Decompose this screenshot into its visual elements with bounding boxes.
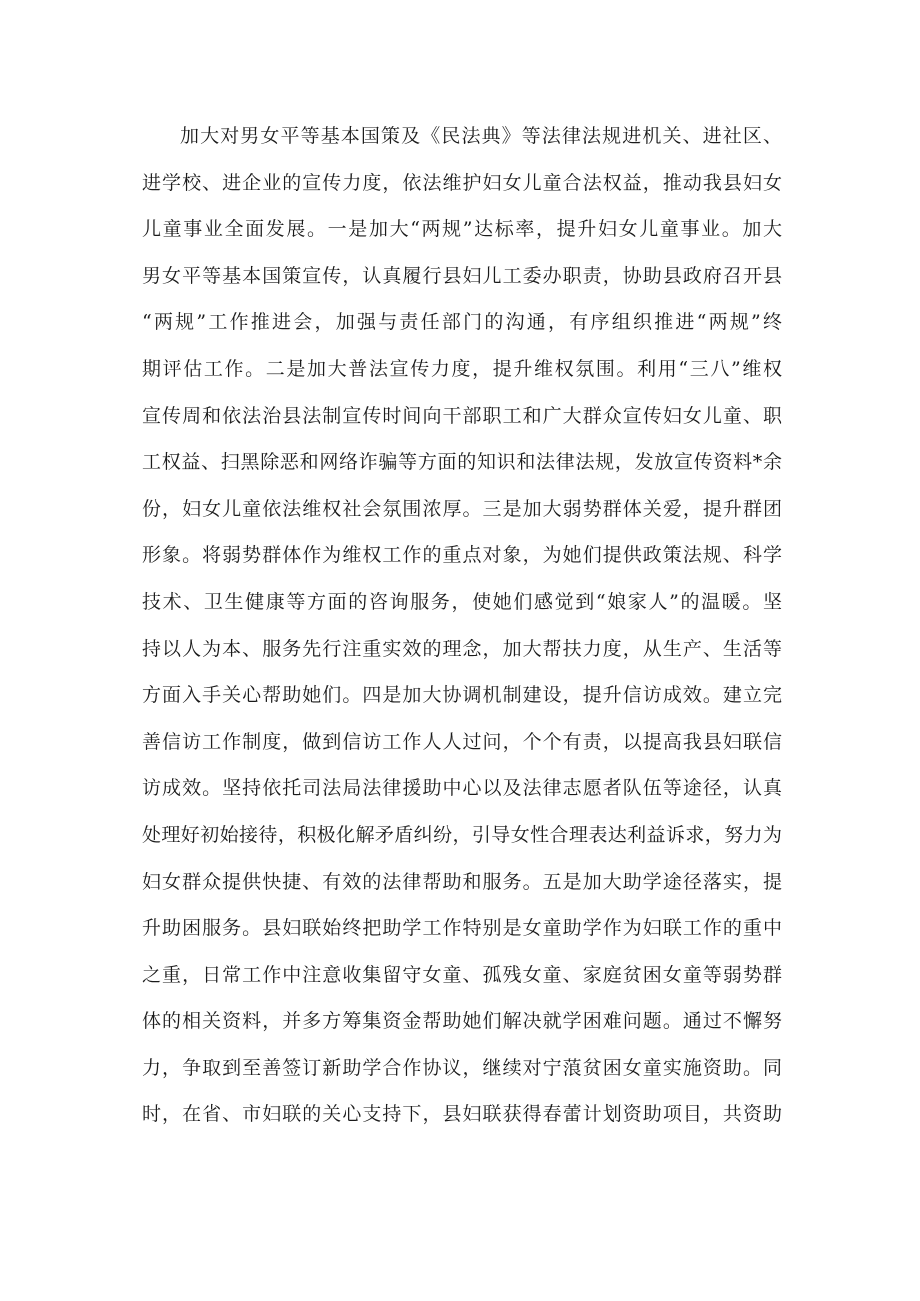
body-paragraph (142, 113, 782, 1138)
text-line: 力，争取到至善签订新助学合作协议，继续对宁蒗贫困女童实施资助。同 (142, 1056, 782, 1079)
text-line: 体的相关资料，并多方筹集资金帮助她们解决就学困难问题。通过不懈努 (142, 1010, 782, 1033)
text-line: 形象。将弱势群体作为维权工作的重点对象，为她们提供政策法规、科学 (142, 544, 782, 567)
text-line: 善信访工作制度，做到信访工作人人过问，个个有责，以提高我县妇联信 (142, 730, 782, 753)
text-line: 方面入手关心帮助她们。四是加大协调机制建设，提升信访成效。建立完 (142, 684, 782, 707)
text-line: 技术、卫生健康等方面的咨询服务，使她们感觉到“娘家人”的温暖。坚 (142, 590, 782, 613)
text-line: 进学校、进企业的宣传力度，依法维护妇女儿童合法权益，推动我县妇女 (142, 171, 782, 194)
text-line: 持以人为本、服务先行注重实效的理念，加大帮扶力度，从生产、生活等 (142, 637, 782, 660)
text-line: 加大对男女平等基本国策及《民法典》等法律法规进机关、进社区、 (180, 125, 782, 147)
text-line: 妇女群众提供快捷、有效的法律帮助和服务。五是加大助学途径落实，提 (142, 870, 782, 893)
text-line: 工权益、扫黑除恶和网络诈骗等方面的知识和法律法规，发放宣传资料*余 (142, 451, 782, 474)
text-line: 升助困服务。县妇联始终把助学工作特别是女童助学作为妇联工作的重中 (142, 917, 782, 940)
text-line: 访成效。坚持依托司法局法律援助中心以及法律志愿者队伍等途径，认真 (142, 777, 782, 800)
text-line: 期评估工作。二是加大普法宣传力度，提升维权氛围。利用“三八”维权 (142, 357, 782, 380)
text-line: 儿童事业全面发展。一是加大“两规”达标率，提升妇女儿童事业。加大 (142, 218, 782, 241)
text-line: 之重，日常工作中注意收集留守女童、孤残女童、家庭贫困女童等弱势群 (142, 963, 782, 986)
text-line: “两规”工作推进会，加强与责任部门的沟通，有序组织推进“两规”终 (142, 311, 782, 334)
text-line: 时，在省、市妇联的关心支持下，县妇联获得春蕾计划资助项目，共资助 (142, 1103, 782, 1126)
text-line: 男女平等基本国策宣传，认真履行县妇儿工委办职责，协助县政府召开县 (142, 264, 782, 287)
text-line: 宣传周和依法治县法制宣传时间向干部职工和广大群众宣传妇女儿童、职 (142, 404, 782, 427)
text-line: 份，妇女儿童依法维权社会氛围浓厚。三是加大弱势群体关爱，提升群团 (142, 497, 782, 520)
text-line: 处理好初始接待，积极化解矛盾纠纷，引导女性合理表达利益诉求，努力为 (142, 823, 782, 846)
